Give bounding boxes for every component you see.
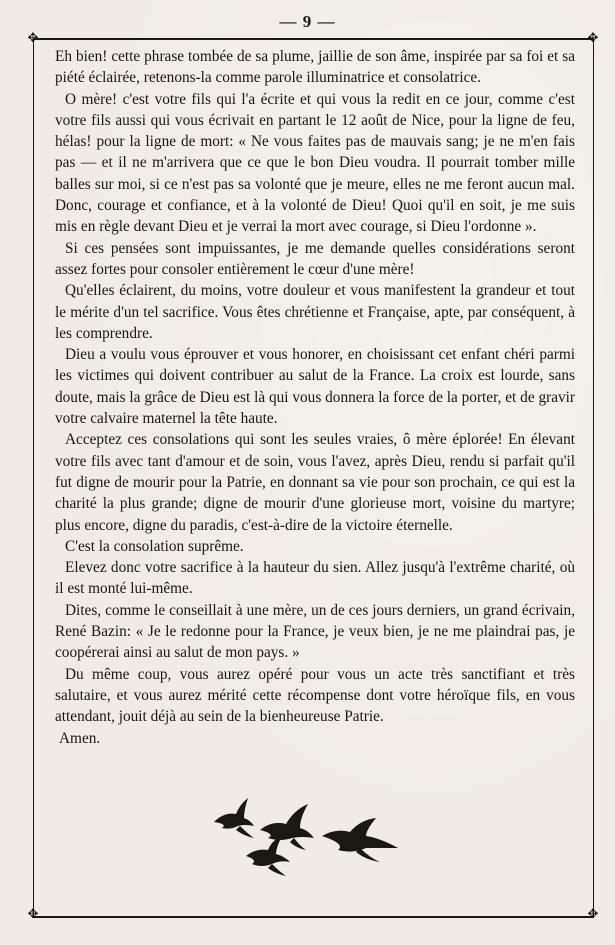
corner-ornament-icon: ✥ bbox=[27, 906, 39, 921]
paragraph: Dieu a voulu vous éprouver et vous honorer, en choisissant cet enfant chéri parmi les victimes qui doivent contribuer au salut de la France. La croix est lourde, sans doute, mais la grâce de Dieu est là qui vous donnera la force de la porter, et de gravir votre calvaire maternel la tête haute. bbox=[55, 346, 575, 428]
swallows-ornament-icon bbox=[210, 790, 410, 880]
corner-ornament-icon: ✥ bbox=[27, 30, 39, 45]
paragraph: Si ces pensées sont impuissantes, je me demande quelles considérations seront assez fortes pour consoler entièrement le cœur d'une mère! bbox=[55, 239, 575, 278]
closing-amen: Amen. bbox=[59, 729, 101, 747]
corner-ornament-icon: ✥ bbox=[587, 30, 599, 45]
paragraph: Elevez donc votre sacrifice à la hauteur du sien. Allez jusqu'à l'extrême charité, où il est monté lui-même. bbox=[55, 559, 575, 598]
paragraph: Du même coup, vous aurez opéré pour vous un acte très sanctifiant et très salutaire, et vous aurez mérité cette récompense dont votre héroïque fils, en vous attendant, jouit déjà au sein de la bienheureuse Patrie. bbox=[55, 665, 575, 726]
corner-ornament-icon: ✥ bbox=[587, 906, 599, 921]
body-text bbox=[55, 46, 575, 749]
paragraph: O mère! c'est votre fils qui l'a écrite et qui vous la redit en ce jour, comme c'est votre fils aussi qui vous écrivait en partant le 12 août de Nice, pour la ligne de feu, hélas! pour la ligne de mort: « Ne vous faites pas de mauvais sang; je ne m'en fais pas — et il ne m'arrivera que ce que le bon Dieu voudra. Il pourrait tomber mille balles sur moi, si ce n'est pas sa volonté que je meure, elles ne me feront aucun mal. Donc, courage et confiance, et à la volonté de Dieu! Quoi qu'il en soit, je me suis mis en règle devant Dieu et je verrai la mort avec courage, si Dieu l'ordonne ». bbox=[55, 90, 575, 236]
paragraph: C'est la consolation suprême. bbox=[65, 537, 244, 555]
paragraph: Eh bien! cette phrase tombée de sa plume, jaillie de son âme, inspirée par sa foi et sa piété éclairée, retenons-la comme parole illuminatrice et consolatrice. bbox=[55, 48, 575, 87]
paragraph: Dites, comme le conseillait à une mère, un de ces jours derniers, un grand écrivain, René Bazin: « Je le redonne pour la France, je veux bien, je ne me plaindrai pas, je coopérerai ainsi au salut de mon pays. » bbox=[55, 601, 575, 662]
paragraph: Acceptez ces consolations qui sont les seules vraies, ô mère éplorée! En élevant votre fils avec tant d'amour et de soin, vous l'avez, après Dieu, rendu si parfait qu'il fut digne de mourir pour la Patrie, en donnant sa vie pour son prochain, ce qui est la charité la plus grande; digne de mourir d'une glorieuse mort, voisine du martyre; plus encore, digne du paradis, c'est-à-dire de la victoire éternelle. bbox=[55, 431, 575, 534]
page-number: — 9 — bbox=[279, 12, 336, 31]
paragraph: Qu'elles éclairent, du moins, votre douleur et vous manifestent la grandeur et tout le mérite d'un tel sacrifice. Vous êtes chrétienne et Française, apte, par conséquent, à les comprendre. bbox=[55, 282, 575, 342]
